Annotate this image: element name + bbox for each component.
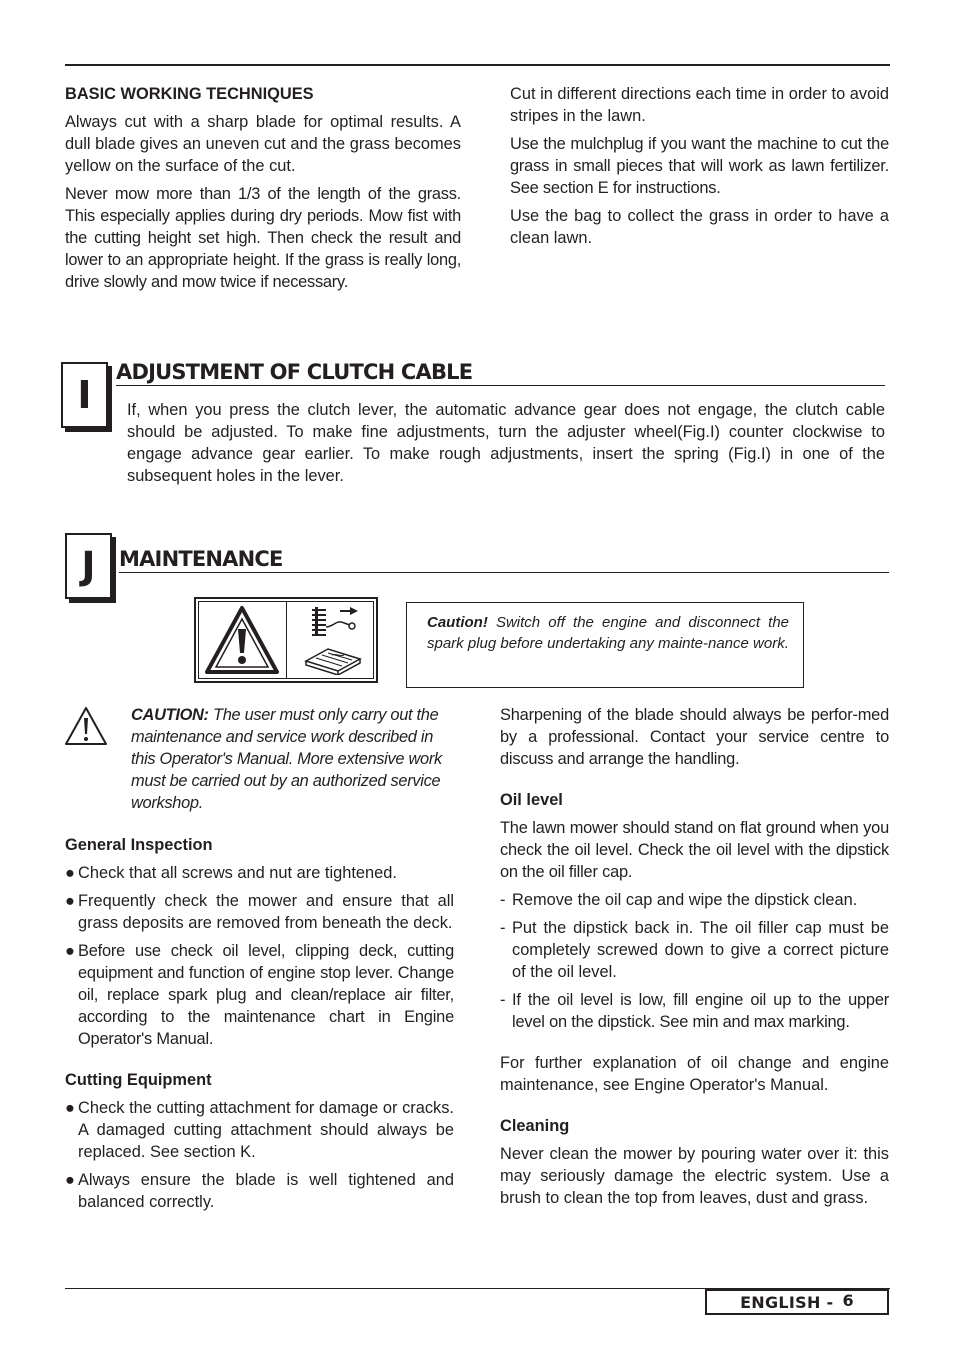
dash-mark: - <box>500 891 506 909</box>
oil-step-text: Remove the oil cap and wipe the dipstick clean. <box>512 891 858 909</box>
oil-step <box>500 917 889 983</box>
sharpening-paragraph: Sharpening of the blade should always be perfor-med by a professional. Contact your service centre to discuss and arrange the handling. <box>500 706 889 768</box>
safety-symbol-divider <box>286 601 287 679</box>
general-item <box>65 940 454 1050</box>
caution-label: CAUTION: <box>131 706 209 724</box>
oil-level-heading: Oil level <box>500 791 563 809</box>
section-i-badge: I <box>61 362 108 428</box>
oil-intro: The lawn mower should stand on flat ground when you check the oil level. Check the oil level with the dipstick on the oil filler cap. <box>500 819 889 881</box>
cutting-item <box>65 1169 454 1213</box>
bullet-dot-icon: ● <box>65 892 75 910</box>
dash-mark: - <box>500 991 506 1009</box>
footer-language: ENGLISH - <box>740 1292 834 1312</box>
bullet-dot-icon: ● <box>65 1171 75 1189</box>
general-inspection-heading: General Inspection <box>65 836 213 854</box>
caution-box-message: Switch off the engine and disconnect the spark plug before undertaking any mainte-nance work. <box>427 614 789 652</box>
section-i-rule <box>116 385 885 386</box>
section-i-body: If, when you press the clutch lever, the automatic advance gear does not engage, the clutch cable should be adjusted. To make fine adjustments, turn the adjuster wheel(Fig.I) counter clockwise to engage advance gear earlier. To make rough adjustments, insert the spring (Fig.I) in one of the subsequent holes in the lever. <box>127 401 885 485</box>
cleaning-heading: Cleaning <box>500 1117 570 1135</box>
section-j-title: MAINTENANCE <box>119 547 283 571</box>
top-rule <box>65 64 890 66</box>
warning-triangle-icon <box>204 605 280 675</box>
bullet-dot-icon: ● <box>65 864 75 882</box>
section-j-badge: J <box>65 533 112 599</box>
bullet-dot-icon: ● <box>65 1099 75 1117</box>
basic-techniques-p2: Never mow more than 1/3 of the length of the grass. This especially applies during dry periods. Mow fist with the cutting height set high. Then check the result and lower to an appropriate height. If the grass is really long, drive slowly and mow twice if necessary. <box>65 185 461 291</box>
oil-step <box>500 889 889 911</box>
mulchplug-paragraph: Use the mulchplug if you want the machine to cut the grass in small pieces that will work as lawn fertilizer. See section E for instructions. <box>510 135 889 197</box>
dash-mark: - <box>500 919 506 937</box>
cleaning-paragraph: Never clean the mower by pouring water over it: this may seriously damage the electric system. Use a brush to clean the top from leaves, dust and grass. <box>500 1145 889 1207</box>
oil-step-text: If the oil level is low, fill engine oil up to the upper level on the dipstick. See min and max marking. <box>512 991 889 1031</box>
basic-techniques-heading: BASIC WORKING TECHNIQUES <box>65 85 314 103</box>
bag-paragraph: Use the bag to collect the grass in order to have a clean lawn. <box>510 207 889 247</box>
basic-techniques-p1: Always cut with a sharp blade for optimal results. A dull blade gives an uneven cut and the grass becomes yellow on the surface of the cut. <box>65 113 461 175</box>
basic-techniques-column <box>65 83 461 293</box>
stripes-paragraph: Cut in different directions each time in order to avoid stripes in the lawn. <box>510 85 889 125</box>
bullet-dot-icon: ● <box>65 942 75 960</box>
manual-book-icon <box>302 643 366 675</box>
maintenance-right-column <box>500 704 889 1209</box>
oil-step <box>500 989 889 1033</box>
maintenance-left-column <box>65 704 454 1213</box>
cutting-item-text: Always ensure the blade is well tightened and balanced correctly. <box>78 1171 454 1211</box>
page-footer-badge <box>705 1289 889 1315</box>
cutting-equipment-heading: Cutting Equipment <box>65 1071 212 1089</box>
safety-symbol-panel <box>194 597 378 683</box>
oil-further: For further explanation of oil change and engine maintenance, see Engine Operator's Manual. <box>500 1054 889 1094</box>
general-item-text: Check that all screws and nut are tightened. <box>78 864 397 882</box>
general-item <box>65 862 454 884</box>
caution-paragraph <box>131 704 454 814</box>
cutting-item <box>65 1097 454 1163</box>
section-j-rule <box>119 572 889 573</box>
footer-page-number: 6 <box>842 1290 854 1310</box>
oil-step-text: Put the dipstick back in. The oil filler cap must be completely screwed down to give a correct picture of the oil level. <box>512 919 889 981</box>
general-item <box>65 890 454 934</box>
general-item-text: Before use check oil level, clipping deck, cutting equipment and function of engine stop lever. Change oil, replace spark plug and clean/replace air filter, according to the maintenance chart in Engine Operator's Manual. <box>78 942 454 1048</box>
cutting-item-text: Check the cutting attachment for damage or cracks. A damaged cutting attachment should always be replaced. See section K. <box>78 1099 454 1161</box>
caution-box-text <box>427 613 789 654</box>
caution-box <box>406 602 804 688</box>
basic-techniques-right-column <box>510 83 889 249</box>
caution-message: The user must only carry out the maintenance and service work described in this Operator's Manual. More extensive work must be carried out by an authorized service workshop. <box>131 706 442 812</box>
section-i-title: ADJUSTMENT OF CLUTCH CABLE <box>116 360 473 384</box>
caution-box-label: Caution! <box>427 614 488 631</box>
spark-plug-disconnect-icon <box>310 605 366 643</box>
general-item-text: Frequently check the mower and ensure that all grass deposits are removed from beneath the deck. <box>78 892 454 932</box>
